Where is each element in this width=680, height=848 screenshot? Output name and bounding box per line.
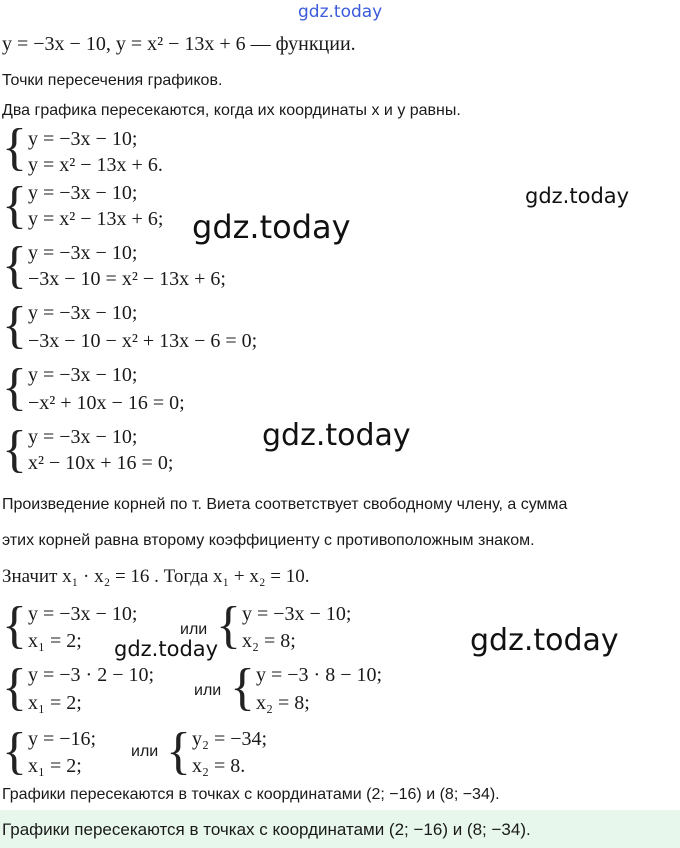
pair2-right-line2: x₂ = 8; bbox=[256, 692, 310, 714]
or-word-2: или bbox=[194, 682, 222, 699]
system5-line2: −x² + 10x − 16 = 0; bbox=[28, 392, 185, 414]
pair1-left-line1: y = −3x − 10; bbox=[28, 603, 138, 625]
system6-line1: y = −3x − 10; bbox=[28, 426, 138, 448]
pair2-left-line1: y = −3 · 2 − 10; bbox=[28, 664, 155, 686]
watermark-top: gdz.today bbox=[298, 2, 383, 22]
watermark-1: gdz.today bbox=[525, 184, 630, 208]
brace-system-4: { bbox=[2, 297, 27, 354]
pair1-right-line2: x₂ = 8; bbox=[242, 630, 296, 652]
pair2-right-line1: y = −3 · 8 − 10; bbox=[256, 664, 383, 686]
vieta-line-1: Произведение корней по т. Виета соответствует свободному члену, а сумма bbox=[2, 496, 568, 513]
hence-line: Значит x₁ · x₂ = 16 . Тогда x₁ + x₂ = 10. bbox=[2, 566, 310, 587]
pair1-right-line1: y = −3x − 10; bbox=[242, 603, 352, 625]
system1-line1: y = −3x − 10; bbox=[28, 128, 138, 150]
result-line: Графики пересекаются в точках с координатами (2; −16) и (8; −34). bbox=[2, 786, 500, 803]
or-word-1: или bbox=[180, 621, 208, 638]
system2-line1: y = −3x − 10; bbox=[28, 182, 138, 204]
system3-line2: −3x − 10 = x² − 13x + 6; bbox=[28, 268, 226, 290]
system5-line1: y = −3x − 10; bbox=[28, 364, 138, 386]
brace-pair2-left: { bbox=[2, 659, 27, 716]
watermark-3: gdz.today bbox=[262, 418, 411, 453]
functions-line: y = −3x − 10, y = x² − 13x + 6 — функции. bbox=[2, 33, 356, 55]
intersections-heading: Точки пересечения графиков. bbox=[2, 72, 223, 89]
brace-pair1-right: { bbox=[216, 597, 241, 654]
equal-coords-line: Два графика пересекаются, когда их координаты x и y равны. bbox=[2, 102, 461, 119]
or-word-3: или bbox=[131, 743, 159, 760]
pair1-left-line2: x₁ = 2; bbox=[28, 630, 82, 652]
pair3-right-line2: x₂ = 8. bbox=[192, 755, 246, 777]
watermark-2: gdz.today bbox=[192, 208, 351, 246]
pair2-left-line2: x₁ = 2; bbox=[28, 692, 82, 714]
system1-line2: y = x² − 13x + 6. bbox=[28, 154, 163, 176]
brace-system-1: { bbox=[2, 119, 27, 176]
system4-line2: −3x − 10 − x² + 13x − 6 = 0; bbox=[28, 330, 258, 352]
system3-line1: y = −3x − 10; bbox=[28, 242, 138, 264]
answer-text: Графики пересекаются в точках с координатами (2; −16) и (8; −34). bbox=[2, 820, 531, 839]
brace-system-3: { bbox=[2, 237, 27, 294]
brace-system-5: { bbox=[2, 359, 27, 416]
brace-system-6: { bbox=[2, 421, 27, 478]
system2-line2: y = x² − 13x + 6; bbox=[28, 208, 164, 230]
brace-pair1-left: { bbox=[2, 597, 27, 654]
vieta-line-2: этих корней равна второму коэффициенту с противоположным знаком. bbox=[2, 532, 535, 549]
brace-pair3-right: { bbox=[166, 723, 191, 780]
brace-pair3-left: { bbox=[2, 723, 27, 780]
system4-line1: y = −3x − 10; bbox=[28, 302, 138, 324]
brace-system-2: { bbox=[2, 177, 27, 234]
watermark-4: gdz.today bbox=[114, 637, 219, 661]
system6-line2: x² − 10x + 16 = 0; bbox=[28, 452, 174, 474]
pair3-left-line1: y = −16; bbox=[28, 728, 97, 750]
pair3-left-line2: x₁ = 2; bbox=[28, 755, 82, 777]
answer-box bbox=[0, 810, 680, 848]
brace-pair2-right: { bbox=[230, 659, 255, 716]
watermark-5: gdz.today bbox=[470, 623, 619, 658]
pair3-right-line1: y₂ = −34; bbox=[192, 728, 268, 750]
